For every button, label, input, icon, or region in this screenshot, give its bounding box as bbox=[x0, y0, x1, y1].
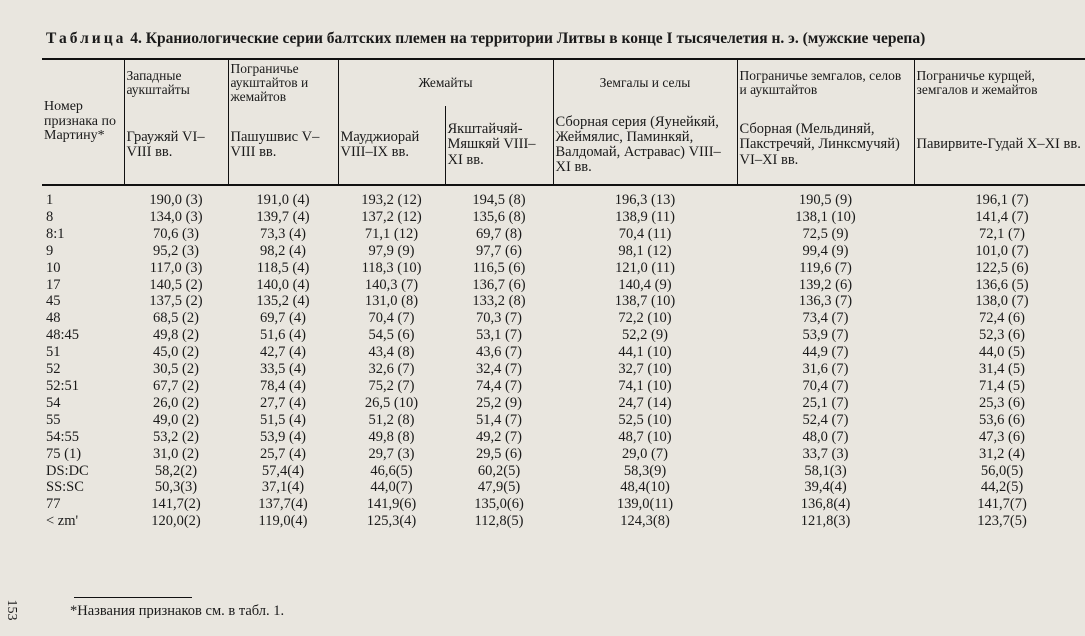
table-cell: 125,3(4) bbox=[366, 513, 417, 530]
row-label-header: Номер признака по Мартину* bbox=[42, 59, 124, 185]
table-cell: 117,0 (3) bbox=[149, 259, 203, 276]
group-header-border-aj: Пограничье аукштайтов и жемайтов bbox=[228, 59, 338, 106]
craniology-table bbox=[42, 58, 1085, 530]
table-row bbox=[42, 243, 1085, 260]
table-cell: 58,3(9) bbox=[623, 462, 667, 479]
table-cell: 194,5 (8) bbox=[472, 192, 526, 208]
table-cell: 141,4 (7) bbox=[975, 208, 1029, 225]
table-row bbox=[42, 412, 1085, 429]
table-cell: 47,9(5) bbox=[477, 479, 521, 496]
table-row bbox=[42, 361, 1085, 378]
table-cell: 44,9 (7) bbox=[802, 344, 849, 361]
table-cell: 140,0 (4) bbox=[256, 276, 310, 293]
table-cell: 26,5 (10) bbox=[364, 394, 419, 411]
table-cell: 54,5 (6) bbox=[368, 327, 415, 344]
table-row bbox=[42, 446, 1085, 463]
table-cell: 53,9 (4) bbox=[260, 428, 306, 445]
table-cell: 27,7 (4) bbox=[260, 394, 306, 411]
feature-number: 9 bbox=[46, 242, 54, 259]
table-cell: 53,1 (7) bbox=[476, 327, 522, 344]
table-cell: 141,7(2) bbox=[151, 496, 201, 513]
table-cell: 138,0 (7) bbox=[975, 293, 1029, 310]
table-row bbox=[42, 513, 1085, 530]
group-header-west: Западные аукштайты bbox=[124, 59, 228, 106]
table-cell: 121,0 (11) bbox=[615, 259, 675, 276]
feature-number: 48 bbox=[46, 310, 61, 327]
table-cell: 138,7 (10) bbox=[614, 293, 676, 310]
table-cell: 44,2(5) bbox=[980, 479, 1024, 496]
table-cell: 98,1 (12) bbox=[618, 242, 672, 259]
table-cell: 136,7 (6) bbox=[472, 276, 526, 293]
table-cell: 101,0 (7) bbox=[975, 242, 1029, 259]
table-cell: 37,1(4) bbox=[261, 479, 305, 496]
table-row bbox=[42, 378, 1085, 395]
table-cell: 51,2 (8) bbox=[368, 411, 415, 428]
table-cell: 138,9 (11) bbox=[615, 208, 675, 225]
table-title bbox=[46, 30, 1046, 48]
table-row bbox=[42, 310, 1085, 327]
table-cell: 24,7 (14) bbox=[618, 394, 672, 411]
table-cell: 196,3 (13) bbox=[614, 192, 676, 208]
table-cell: 25,1 (7) bbox=[802, 394, 849, 411]
table-cell: 116,5 (6) bbox=[472, 259, 526, 276]
table-row bbox=[42, 344, 1085, 361]
table-cell: 32,6 (7) bbox=[368, 361, 415, 378]
table-cell: 119,6 (7) bbox=[799, 259, 852, 276]
table-cell: 52,3 (6) bbox=[979, 327, 1025, 344]
feature-number: 54:55 bbox=[46, 428, 80, 445]
table-cell: 72,5 (9) bbox=[802, 225, 849, 242]
table-cell: 97,9 (9) bbox=[368, 242, 415, 259]
table-cell: 49,8 (2) bbox=[153, 327, 199, 344]
table-cell: 119,0(4) bbox=[258, 513, 308, 530]
table-cell: 67,7 (2) bbox=[153, 377, 199, 394]
table-cell: 32,4 (7) bbox=[476, 361, 522, 378]
feature-number: 48:45 bbox=[46, 327, 80, 344]
series-header-6: Сборная (Мельдиняй, Пакстречяй, Линксмучяй) VI–XI вв. bbox=[737, 106, 914, 185]
table-row bbox=[42, 463, 1085, 480]
table-row bbox=[42, 395, 1085, 412]
table-cell: 75,2 (7) bbox=[368, 377, 415, 394]
table-cell: 43,6 (7) bbox=[476, 344, 522, 361]
table-cell: 33,7 (3) bbox=[802, 445, 849, 462]
table-row bbox=[42, 185, 1085, 209]
table-row bbox=[42, 429, 1085, 446]
table-cell: 51,4 (7) bbox=[476, 411, 522, 428]
table-cell: 31,6 (7) bbox=[802, 361, 849, 378]
table-cell: 44,0(7) bbox=[370, 479, 413, 496]
table-cell: 141,9(6) bbox=[366, 496, 417, 513]
table-cell: 48,0 (7) bbox=[802, 428, 849, 445]
series-header-1: Граужяй VI–VIII вв. bbox=[124, 106, 228, 185]
table-row bbox=[42, 496, 1085, 513]
table-cell: 58,2(2) bbox=[154, 462, 198, 479]
group-header-zemgaly: Земгалы и селы bbox=[553, 59, 737, 106]
table-cell: 52,5 (10) bbox=[618, 411, 672, 428]
table-cell: 73,4 (7) bbox=[802, 310, 849, 327]
table-cell: 78,4 (4) bbox=[260, 377, 306, 394]
table-cell: 25,7 (4) bbox=[260, 445, 306, 462]
table-cell: 118,3 (10) bbox=[361, 259, 422, 276]
table-cell: 72,1 (7) bbox=[979, 225, 1025, 242]
feature-number: < zm' bbox=[46, 513, 79, 530]
table-cell: 60,2(5) bbox=[477, 462, 521, 479]
table-cell: 29,5 (6) bbox=[476, 445, 522, 462]
table-cell: 49,0 (2) bbox=[153, 411, 199, 428]
table-cell: 51,6 (4) bbox=[260, 327, 306, 344]
table-cell: 42,7 (4) bbox=[260, 344, 306, 361]
table-row bbox=[42, 293, 1085, 310]
table-cell: 33,5 (4) bbox=[260, 361, 306, 378]
table-cell: 136,3 (7) bbox=[798, 293, 853, 310]
table-cell: 45,0 (2) bbox=[153, 344, 199, 361]
feature-number: 75 (1) bbox=[46, 445, 82, 462]
table-cell: 131,0 (8) bbox=[364, 293, 419, 310]
series-header-3: Мауджиорай VIII–IX вв. bbox=[338, 106, 445, 185]
table-cell: 57,4(4) bbox=[261, 462, 305, 479]
table-cell: 51,5 (4) bbox=[260, 411, 306, 428]
table-cell: 74,4 (7) bbox=[476, 377, 522, 394]
table-cell: 140,4 (9) bbox=[618, 276, 672, 293]
series-header-7: Павирвите-Гудай X–XI вв. bbox=[914, 106, 1085, 185]
table-cell: 71,1 (12) bbox=[364, 225, 419, 242]
table-cell: 133,2 (8) bbox=[472, 293, 526, 310]
table-cell: 135,2 (4) bbox=[256, 293, 310, 310]
table-cell: 193,2 (12) bbox=[361, 192, 422, 208]
feature-number: 55 bbox=[46, 411, 61, 428]
table-cell: 95,2 (3) bbox=[153, 242, 199, 259]
table-cell: 74,1 (10) bbox=[618, 377, 672, 394]
feature-number: 45 bbox=[46, 293, 61, 310]
table-row bbox=[42, 277, 1085, 294]
group-header-border-kzh: Пограничье курщей, земгалов и жемайтов bbox=[914, 59, 1085, 106]
table-cell: 69,7 (8) bbox=[476, 225, 522, 242]
table-cell: 98,2 (4) bbox=[260, 242, 306, 259]
table-cell: 140,3 (7) bbox=[364, 276, 419, 293]
table-cell: 120,0(2) bbox=[151, 513, 201, 530]
table-cell: 52,4 (7) bbox=[802, 411, 849, 428]
table-cell: 137,5 (2) bbox=[149, 293, 203, 310]
table-cell: 69,7 (4) bbox=[260, 310, 306, 327]
table-cell: 72,2 (10) bbox=[618, 310, 672, 327]
table-cell: 52,2 (9) bbox=[622, 327, 668, 344]
table-cell: 135,0(6) bbox=[474, 496, 524, 513]
table-cell: 70,3 (7) bbox=[476, 310, 522, 327]
footnote-divider bbox=[74, 597, 192, 598]
table-cell: 53,6 (6) bbox=[979, 411, 1025, 428]
series-header-2: Пашушвис V–VIII вв. bbox=[228, 106, 338, 185]
table-cell: 72,4 (6) bbox=[979, 310, 1025, 327]
table-cell: 39,4(4) bbox=[804, 479, 847, 496]
group-header-zhemaity: Жемайты bbox=[338, 59, 553, 106]
table-cell: 30,5 (2) bbox=[153, 361, 199, 378]
table-cell: 122,5 (6) bbox=[975, 259, 1029, 276]
feature-number: SS:SC bbox=[46, 479, 84, 496]
table-cell: 25,3 (6) bbox=[979, 394, 1025, 411]
feature-number: 8:1 bbox=[46, 225, 65, 242]
table-cell: 123,7(5) bbox=[977, 513, 1027, 530]
table-cell: 53,2 (2) bbox=[153, 428, 199, 445]
feature-number: 52 bbox=[46, 361, 61, 378]
feature-number: DS:DC bbox=[46, 462, 89, 479]
table-cell: 140,5 (2) bbox=[149, 276, 203, 293]
table-cell: 29,7 (3) bbox=[368, 445, 415, 462]
table-cell: 136,6 (5) bbox=[975, 276, 1029, 293]
table-cell: 191,0 (4) bbox=[256, 192, 310, 208]
table-cell: 124,3(8) bbox=[620, 513, 670, 530]
table-cell: 70,4 (11) bbox=[618, 225, 672, 242]
table-cell: 44,0 (5) bbox=[979, 344, 1025, 361]
table-cell: 44,1 (10) bbox=[618, 344, 672, 361]
table-cell: 48,4(10) bbox=[620, 479, 670, 496]
table-row bbox=[42, 209, 1085, 226]
table-cell: 58,1(3) bbox=[804, 462, 847, 479]
footnote: *Названия признаков см. в табл. 1. bbox=[70, 603, 285, 619]
table-cell: 32,7 (10) bbox=[618, 361, 672, 378]
table-cell: 31,4 (5) bbox=[979, 361, 1025, 378]
table-cell: 31,2 (4) bbox=[979, 445, 1025, 462]
feature-number: 54 bbox=[46, 394, 61, 411]
table-cell: 121,8(3) bbox=[800, 513, 851, 530]
table-cell: 25,2 (9) bbox=[476, 394, 522, 411]
table-cell: 49,2 (7) bbox=[476, 428, 522, 445]
feature-number: 51 bbox=[46, 344, 61, 361]
title-lead: Таблица bbox=[46, 30, 127, 47]
series-header-4: Якштайчяй-Мяшкяй VIII–XI вв. bbox=[445, 106, 553, 185]
table-cell: 49,8 (8) bbox=[368, 428, 415, 445]
table-cell: 97,7 (6) bbox=[476, 242, 522, 259]
table-cell: 47,3 (6) bbox=[979, 428, 1025, 445]
table-cell: 48,7 (10) bbox=[618, 428, 672, 445]
table-cell: 31,0 (2) bbox=[153, 445, 199, 462]
table-cell: 56,0(5) bbox=[980, 462, 1024, 479]
table-row bbox=[42, 479, 1085, 496]
table-cell: 70,4 (7) bbox=[368, 310, 415, 327]
table-cell: 138,1 (10) bbox=[795, 208, 856, 225]
table-body bbox=[42, 185, 1085, 530]
table-cell: 50,3(3) bbox=[154, 479, 198, 496]
table-cell: 99,4 (9) bbox=[802, 242, 849, 259]
feature-number: 77 bbox=[46, 496, 61, 513]
table-cell: 190,0 (3) bbox=[149, 192, 203, 208]
table-cell: 26,0 (2) bbox=[153, 394, 199, 411]
table-cell: 139,2 (6) bbox=[798, 276, 853, 293]
table-cell: 139,7 (4) bbox=[256, 208, 310, 225]
table-cell: 136,8(4) bbox=[800, 496, 851, 513]
group-header-border-zsa: Пограничье земгалов, селов и аукштайтов bbox=[737, 59, 914, 106]
table-row bbox=[42, 226, 1085, 243]
feature-number: 8 bbox=[46, 208, 54, 225]
feature-number: 52:51 bbox=[46, 377, 80, 394]
table-cell: 118,5 (4) bbox=[256, 259, 310, 276]
table-cell: 70,4 (7) bbox=[802, 377, 849, 394]
table-cell: 134,0 (3) bbox=[149, 208, 203, 225]
table-cell: 137,2 (12) bbox=[361, 208, 422, 225]
table-cell: 43,4 (8) bbox=[368, 344, 415, 361]
table-cell: 71,4 (5) bbox=[979, 377, 1025, 394]
table-cell: 68,5 (2) bbox=[153, 310, 199, 327]
table-cell: 137,7(4) bbox=[258, 496, 308, 513]
title-text: 4. Краниологические серии балтских племен на территории Литвы в конце I тысячелетия н. э. (мужские черепа) bbox=[130, 30, 926, 47]
table-row bbox=[42, 260, 1085, 277]
page-number: 153 bbox=[4, 599, 19, 621]
table-cell: 135,6 (8) bbox=[472, 208, 526, 225]
table-cell: 46,6(5) bbox=[370, 462, 413, 479]
table-cell: 190,5 (9) bbox=[798, 192, 853, 208]
table-cell: 73,3 (4) bbox=[260, 225, 306, 242]
series-header-5: Сборная серия (Яунейкяй, Жеймялис, Паминкяй, Валдомай, Астравас) VIII–XI вв. bbox=[553, 106, 737, 185]
table-cell: 196,1 (7) bbox=[975, 192, 1029, 208]
table-cell: 70,6 (3) bbox=[153, 225, 199, 242]
table-cell: 112,8(5) bbox=[474, 513, 524, 530]
table-row bbox=[42, 327, 1085, 344]
feature-number: 17 bbox=[46, 276, 61, 293]
table-cell: 29,0 (7) bbox=[622, 445, 668, 462]
feature-number: 10 bbox=[46, 259, 61, 276]
table-cell: 141,7(7) bbox=[977, 496, 1027, 513]
table-cell: 139,0(11) bbox=[616, 496, 674, 513]
table-cell: 53,9 (7) bbox=[802, 327, 849, 344]
feature-number: 1 bbox=[46, 192, 54, 208]
